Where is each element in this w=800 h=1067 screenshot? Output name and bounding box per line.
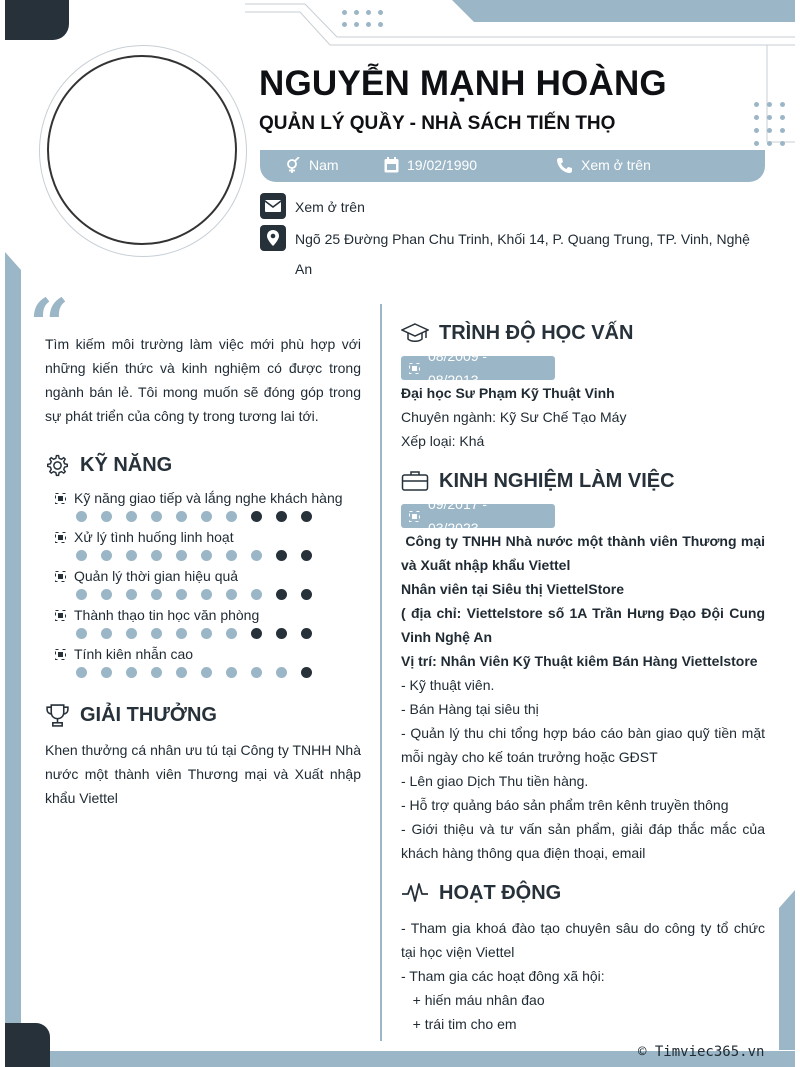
dot-pattern-top [342, 10, 383, 27]
focus-bullet-icon [55, 571, 66, 582]
rating-dot [126, 628, 137, 639]
education-school: Đại học Sư Phạm Kỹ Thuật Vinh [401, 384, 615, 401]
duty-item: - Kỹ thuật viên. [401, 676, 495, 693]
skill-name: Xử lý tình huống linh hoạt [74, 529, 234, 545]
rating-dot [176, 550, 187, 561]
rating-dot [251, 550, 262, 561]
rating-dot [176, 589, 187, 600]
rating-dot [176, 628, 187, 639]
birthdate-value: 19/02/1990 [407, 157, 478, 173]
rating-dot [276, 667, 287, 678]
skill-rating [76, 667, 365, 678]
rating-dot [251, 511, 262, 522]
skill-rating [76, 589, 365, 600]
activity-item: - Tham gia khoá đào tạo chuyên sâu do công ty tổ chức tại học viện Viettel [401, 920, 765, 960]
education-grade: Xếp loại: Khá [401, 432, 485, 449]
birthdate-info [384, 157, 477, 173]
skill-item [55, 490, 365, 529]
skill-name: Thành thạo tin học văn phòng [74, 607, 260, 623]
rating-dot [251, 667, 262, 678]
dot-pattern-right [754, 102, 785, 146]
experience-block [401, 496, 769, 865]
rating-dot [301, 667, 312, 678]
rating-dot [301, 628, 312, 639]
experience-period: 09/2017 - 03/2023 [427, 496, 488, 536]
skill-name: Quản lý thời gian hiệu quả [74, 568, 239, 584]
rating-dot [101, 589, 112, 600]
rating-dot [201, 667, 212, 678]
rating-dot [301, 550, 312, 561]
skill-item [55, 568, 365, 607]
rating-dot [76, 589, 87, 600]
rating-dot [126, 667, 137, 678]
rating-dot [101, 550, 112, 561]
rating-dot [226, 550, 237, 561]
rating-dot [301, 589, 312, 600]
phone-icon [556, 157, 573, 173]
column-divider [380, 304, 382, 1041]
address-value: Ngõ 25 Đường Phan Chu Trinh, Khối 14, P. Quang Trung, TP. Vinh, Nghệ An [295, 231, 750, 277]
activity-item: + hiến máu nhân đao [401, 992, 545, 1008]
rating-dot [226, 628, 237, 639]
gender-value: Nam [309, 157, 339, 173]
experience-position: Vị trí: Nhân Viên Kỹ Thuật kiêm Bán Hàng Viettelstore [401, 652, 758, 669]
skill-name-row [55, 607, 365, 623]
phone-info [556, 157, 651, 173]
experience-role: Nhân viên tại Siêu thị ViettelStore [401, 580, 625, 597]
rating-dot [226, 589, 237, 600]
focus-bullet-icon [55, 610, 66, 621]
education-heading [401, 321, 633, 345]
education-period: 08/2009 - 08/2013 [427, 348, 488, 388]
rating-dot [226, 667, 237, 678]
avatar[interactable] [47, 55, 237, 245]
briefcase-icon [401, 469, 429, 493]
left-strip-decoration [5, 252, 21, 1032]
rating-dot [276, 589, 287, 600]
email-value: Xem ở trên [295, 199, 365, 215]
rating-dot [126, 550, 137, 561]
skill-name: Kỹ năng giao tiếp và lắng nghe khách hàng [74, 490, 343, 506]
gender-icon [285, 157, 301, 173]
rating-dot [276, 511, 287, 522]
duty-item: - Giới thiệu và tư vấn sản phẩm, giải đáp thắc mắc của khách hàng thông qua điện thoại, email [401, 820, 765, 861]
rating-dot [201, 628, 212, 639]
activity-pulse-icon [401, 881, 429, 905]
candidate-name: NGUYỄN MẠNH HOÀNG [259, 64, 667, 103]
graduation-cap-icon [401, 321, 429, 345]
skill-item [55, 646, 365, 685]
location-icon [260, 225, 286, 251]
activities-heading [401, 881, 561, 905]
skill-name-row [55, 646, 365, 662]
rating-dot [151, 667, 162, 678]
education-period-badge [401, 348, 555, 388]
awards-text: Khen thưởng cá nhân ưu tú tại Công ty TNHH Nhà nước một thành viên Thương mại và Xuất nhập khẩu Viettel [45, 742, 361, 806]
skill-item [55, 529, 365, 568]
rating-dot [276, 628, 287, 639]
quote-icon: “ [29, 283, 70, 366]
rating-dot [151, 589, 162, 600]
rating-dot [251, 628, 262, 639]
activities-block [401, 916, 765, 1036]
skill-item [55, 607, 365, 646]
email-row [260, 193, 365, 219]
rating-dot [101, 628, 112, 639]
focus-bullet-icon [409, 363, 420, 374]
education-title: TRÌNH ĐỘ HỌC VẤN [439, 321, 634, 344]
experience-address: ( địa chỉ: Viettelstore số 1A Trần Hưng Đạo Đội Cung Vinh Nghệ An [401, 604, 765, 645]
rating-dot [101, 667, 112, 678]
rating-dot [76, 628, 87, 639]
focus-bullet-icon [55, 532, 66, 543]
rating-dot [251, 589, 262, 600]
rating-dot [76, 550, 87, 561]
rating-dot [176, 511, 187, 522]
focus-bullet-icon [55, 649, 66, 660]
awards-heading [45, 703, 217, 728]
corner-decoration-top-left [5, 0, 69, 40]
corner-decoration-bottom-left [5, 1023, 50, 1067]
rating-dot [276, 550, 287, 561]
skill-rating [76, 511, 365, 522]
rating-dot [126, 589, 137, 600]
page-margin-right [795, 0, 800, 1067]
skills-list [55, 490, 365, 685]
skill-name-row [55, 490, 365, 506]
duty-item: - Quản lý thu chi tổng hợp báo cáo bàn giao quỹ tiền mặt mỗi ngày cho kế toán trưởng hoặc GĐST [401, 724, 765, 765]
gear-icon [45, 453, 70, 478]
rating-dot [76, 511, 87, 522]
activity-item: - Tham gia các hoạt đông xã hội: [401, 968, 605, 984]
rating-dot [101, 511, 112, 522]
rating-dot [226, 511, 237, 522]
skills-title: KỸ NĂNG [80, 454, 173, 476]
rating-dot [76, 667, 87, 678]
email-icon [260, 193, 286, 219]
rating-dot [201, 511, 212, 522]
rating-dot [201, 550, 212, 561]
address-row [260, 225, 765, 284]
candidate-title: QUẢN LÝ QUẦY - NHÀ SÁCH TIẾN THỌ [259, 113, 616, 134]
awards-title: GIẢI THƯỞNG [80, 704, 217, 726]
footer-watermark: © Timviec365.vn [638, 1044, 765, 1060]
rating-dot [151, 628, 162, 639]
duty-item: - Lên giao Dịch Thu tiền hàng. [401, 772, 589, 789]
skill-rating [76, 628, 365, 639]
right-strip-decoration [779, 890, 795, 1050]
skill-name: Tính kiên nhẫn cao [74, 646, 194, 662]
info-bar [260, 150, 765, 182]
rating-dot [201, 589, 212, 600]
focus-bullet-icon [409, 511, 420, 522]
career-objective: Tìm kiếm môi trường làm việc mới phù hợp với những kiến thức và kinh nghiệm có được trong ngành bán lẻ. Tôi mong muốn sẽ đóng góp trong sự phát triển của công ty trong tương lai tới. [45, 336, 361, 424]
duty-item: - Hỗ trợ quảng báo sản phẩm trên kênh truyền thông [401, 796, 729, 813]
phone-value: Xem ở trên [581, 157, 651, 173]
duty-item: - Bán Hàng tại siêu thị [401, 700, 539, 717]
rating-dot [151, 511, 162, 522]
education-block [401, 348, 765, 453]
rating-dot [176, 667, 187, 678]
rating-dot [151, 550, 162, 561]
skill-name-row [55, 568, 365, 584]
focus-bullet-icon [55, 493, 66, 504]
calendar-icon [384, 157, 399, 173]
skill-rating [76, 550, 365, 561]
experience-period-badge [401, 496, 555, 536]
trophy-icon [45, 703, 70, 728]
skill-name-row [55, 529, 365, 545]
gender-info [285, 157, 339, 173]
skills-heading [45, 453, 172, 478]
experience-heading [401, 469, 675, 493]
page-margin-left [0, 0, 5, 1067]
rating-dot [301, 511, 312, 522]
rating-dot [126, 511, 137, 522]
activities-title: HOẠT ĐỘNG [439, 881, 562, 904]
activity-item: + trái tim cho em [401, 1016, 517, 1032]
experience-title: KINH NGHIỆM LÀM VIỆC [439, 469, 675, 492]
experience-company: Công ty TNHH Nhà nước một thành viên Thương mại và Xuất nhập khẩu Viettel [401, 532, 769, 573]
education-major: Chuyên ngành: Kỹ Sư Chế Tạo Máy [401, 408, 627, 425]
